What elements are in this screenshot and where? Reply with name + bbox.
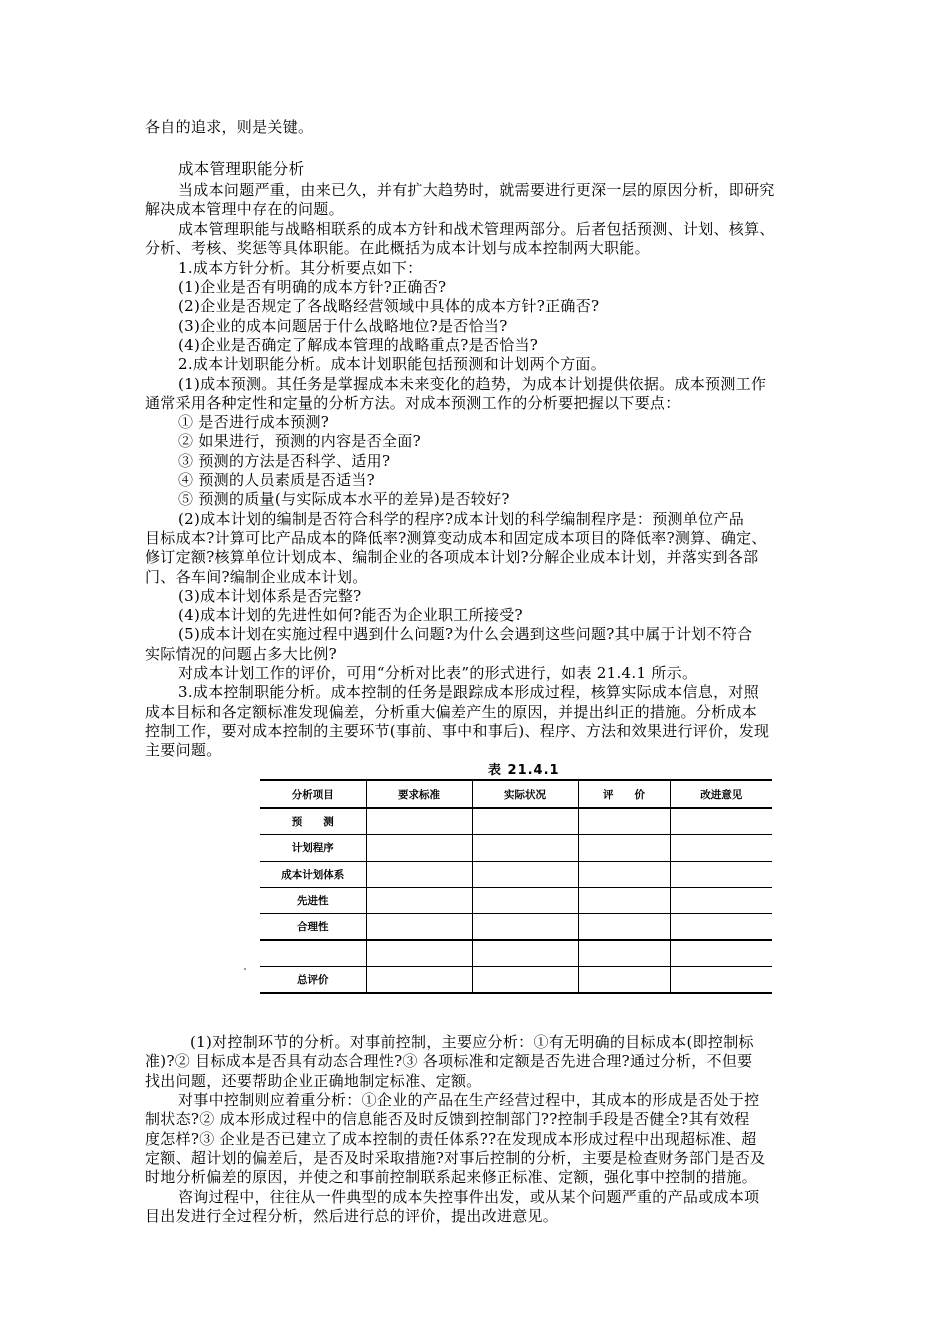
text-line: 对成本计划工作的评价，可用“分析对比表”的形式进行，如表 21.4.1 所示。 <box>178 664 698 682</box>
text-line: 解决成本管理中存在的问题。 <box>145 200 344 218</box>
row-label: 先进性 <box>260 887 366 913</box>
column-header: 分析项目 <box>260 780 366 808</box>
column-header: 实际状况 <box>472 780 578 808</box>
text-line: (5)成本计划在实施过程中遇到什么问题?为什么会遇到这些问题?其中属于计划不符合 <box>178 625 753 643</box>
table-row <box>260 967 772 993</box>
row-label: 总评价 <box>260 967 366 993</box>
table-row <box>260 887 772 913</box>
text-line: 控制工作，要对成本控制的主要环节(事前、事中和事后)、程序、方法和效果进行评价，发现 <box>145 722 770 740</box>
text-line: 当成本问题严重，由来已久，并有扩大趋势时，就需要进行更深一层的原因分析，即研究 <box>178 181 775 199</box>
table-row <box>260 861 772 887</box>
table-title: 表 21.4.1 <box>488 763 560 778</box>
text-line: (4)企业是否确定了解成本管理的战略重点?是否恰当? <box>178 336 539 354</box>
text-line: (2)成本计划的编制是否符合科学的程序?成本计划的科学编制程序是：预测单位产品 <box>178 510 744 528</box>
list-item: ④ 预测的人员素质是否适当? <box>178 471 376 489</box>
column-header: 评 价 <box>578 780 670 808</box>
row-label <box>260 940 366 966</box>
table-row <box>260 914 772 940</box>
row-label: 预 测 <box>260 808 366 834</box>
section-heading: 成本管理职能分析 <box>178 160 305 178</box>
text-line: 成本管理职能与战略相联系的成本方针和战术管理两部分。后者包括预测、计划、核算、 <box>178 220 775 238</box>
list-item: ② 如果进行，预测的内容是否全面? <box>178 432 421 450</box>
column-header: 要求标准 <box>366 780 472 808</box>
text-line: 成本目标和各定额标准发现偏差，分析重大偏差产生的原因，并提出纠正的措施。分析成本 <box>145 703 758 721</box>
text-line: (4)成本计划的先进性如何?能否为企业职工所接受? <box>178 606 523 624</box>
text-line: 定额、超计划的偏差后，是否及时采取措施?对事后控制的分析，主要是检查财务部门是否及 <box>145 1149 766 1167</box>
text-line: 2.成本计划职能分析。成本计划职能包括预测和计划两个方面。 <box>178 355 607 373</box>
text-line: 时地分析偏差的原因，并使之和事前控制联系起来修正标准、定额，强化事中控制的措施。 <box>145 1168 758 1186</box>
text-line: (3)企业的成本问题居于什么战略地位?是否恰当? <box>178 317 508 335</box>
text-line: 实际情况的问题占多大比例? <box>145 645 337 663</box>
text-line: (1)对控制环节的分析。对事前控制，主要应分析：①有无明确的目标成本(即控制标 <box>190 1033 754 1051</box>
list-item: ⑤ 预测的质量(与实际成本水平的差异)是否较好? <box>178 490 510 508</box>
text-line: 各自的追求，则是关键。 <box>145 118 314 136</box>
text-line: 1.成本方针分析。其分析要点如下： <box>178 259 423 277</box>
text-line: 度怎样?③ 企业是否已建立了成本控制的责任体系??在发现成本形成过程中出现超标准、超 <box>145 1130 757 1148</box>
row-label: 计划程序 <box>260 835 366 861</box>
text-line: (2)企业是否规定了各战略经营领域中具体的成本方针?正确否? <box>178 297 600 315</box>
table-row <box>260 835 772 861</box>
text-line: (3)成本计划体系是否完整? <box>178 587 362 605</box>
row-label: 成本计划体系 <box>260 861 366 887</box>
text-line: 目出发进行全过程分析，然后进行总的评价，提出改进意见。 <box>145 1207 559 1225</box>
column-header: 改进意见 <box>670 780 772 808</box>
text-line: (1)成本预测。其任务是掌握成本未来变化的趋势，为成本计划提供依据。成本预测工作 <box>178 375 767 393</box>
text-line: 主要问题。 <box>145 741 222 759</box>
text-line: 修订定额?核算单位计划成本、编制企业的各项成本计划?分解企业成本计划，并落实到各部 <box>145 548 759 566</box>
text-line: 对事中控制则应着重分析：①企业的产品在生产经营过程中，其成本的形成是否处于控 <box>178 1091 760 1109</box>
text-line: 门、各车间?编制企业成本计划。 <box>145 568 368 586</box>
table-row <box>260 940 772 966</box>
text-line: 制状态?② 成本形成过程中的信息能否及时反馈到控制部门??控制手段是否健全?其有效程 <box>145 1110 750 1128</box>
text-line: 找出问题，还要帮助企业正确地制定标准、定额。 <box>145 1072 482 1090</box>
table-row <box>260 808 772 834</box>
text-line: 通常采用各种定性和定量的分析方法。对成本预测工作的分析要把握以下要点： <box>145 394 681 412</box>
row-label: 合理性 <box>260 914 366 940</box>
list-item: ① 是否进行成本预测? <box>178 413 330 431</box>
analysis-comparison-table <box>260 779 772 994</box>
text-line: (1)企业是否有明确的成本方针?正确否? <box>178 278 447 296</box>
text-line: 准)?② 目标成本是否具有动态合理性?③ 各项标准和定额是否先进合理?通过分析，不但要 <box>145 1052 753 1070</box>
text-line: 分析、考核、奖惩等具体职能。在此概括为成本计划与成本控制两大职能。 <box>145 239 650 257</box>
table-header-row <box>260 780 772 808</box>
text-line: 咨询过程中，往往从一件典型的成本失控事件出发，或从某个问题严重的产品或成本项 <box>178 1188 760 1206</box>
text-line: 目标成本?计算可比产品成本的降低率?测算变动成本和固定成本项目的降低率?测算、确定、 <box>145 529 767 547</box>
scan-speck <box>244 968 246 970</box>
text-line: 3.成本控制职能分析。成本控制的任务是跟踪成本形成过程，核算实际成本信息，对照 <box>178 683 760 701</box>
list-item: ③ 预测的方法是否科学、适用? <box>178 452 391 470</box>
